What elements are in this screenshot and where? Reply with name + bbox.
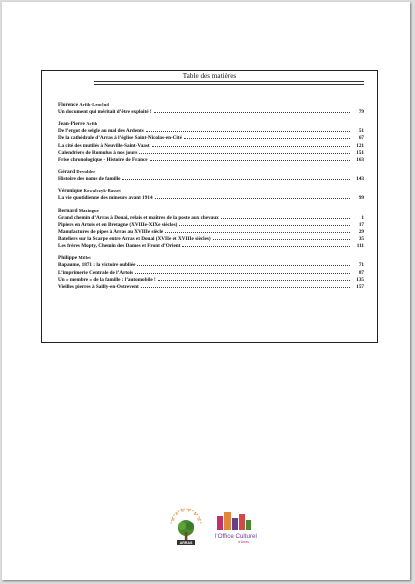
evepas-letter: A bbox=[193, 510, 197, 516]
building-icon-2 bbox=[224, 512, 231, 530]
dot-leader bbox=[141, 283, 350, 288]
toc-entry-title: Les frères Mopty, Chemin des Dames et Front d’Orient bbox=[58, 243, 181, 250]
toc-section bbox=[58, 254, 364, 290]
dot-leader bbox=[184, 134, 350, 139]
toc-entry-title: Pipiers en Artois et en Bretagne (XVIIIe-XIXe siècles) bbox=[58, 221, 178, 228]
author-name bbox=[58, 187, 364, 194]
toc-entry-title: De la cathédrale d’Arras à l’église Saint-Nicolas-en-Cité bbox=[58, 135, 182, 142]
toc-section bbox=[58, 187, 364, 201]
toc-title-rule-bottom bbox=[94, 84, 364, 85]
logos bbox=[167, 502, 267, 554]
author-last-name: Kowalczyk-Basset bbox=[83, 188, 121, 194]
toc-entry-page: 151 bbox=[356, 149, 364, 156]
toc-entry-page: 87 bbox=[358, 269, 364, 276]
toc-entry-page: 157 bbox=[356, 284, 364, 290]
dot-leader bbox=[221, 214, 350, 219]
toc-entry-page: 17 bbox=[358, 221, 364, 228]
author-last-name: Arfib-Lenclud bbox=[79, 102, 109, 107]
toc-entry-title: Vieilles pierres à Sailly-en-Ostrevent bbox=[58, 284, 139, 290]
author-first-name: Jean-Pierre bbox=[58, 121, 87, 128]
evepas-letter: E bbox=[181, 507, 184, 513]
toc-entry-title: Bapaume, 1871 : la victoire oubliée bbox=[58, 262, 136, 269]
toc-entry[interactable] bbox=[58, 221, 364, 228]
building-icon-1 bbox=[217, 516, 223, 530]
dot-leader bbox=[182, 242, 350, 247]
toc-entry-title: Manufactures de pipes à Arras au XVIIIe siècle bbox=[58, 228, 164, 235]
tree-trunk bbox=[185, 532, 188, 540]
toc-entry[interactable] bbox=[58, 242, 364, 249]
toc-entry[interactable] bbox=[58, 194, 364, 201]
toc-entry[interactable] bbox=[58, 276, 364, 283]
toc-entry-page: 163 bbox=[356, 156, 364, 163]
dot-leader bbox=[150, 156, 350, 161]
toc-entry-page: 121 bbox=[356, 142, 364, 149]
toc-entry[interactable] bbox=[58, 149, 364, 156]
evepas-letter: P bbox=[188, 507, 191, 513]
toc-entry[interactable] bbox=[58, 108, 364, 115]
toc-entry[interactable] bbox=[58, 235, 364, 242]
toc-entry-title: La cité des mutilés à Neuville-Saint-Vaast bbox=[58, 142, 150, 149]
toc-section bbox=[58, 120, 364, 163]
toc-entry-title: La vie quotidienne des mineurs avant 1914 bbox=[58, 195, 153, 202]
toc-title-rule-top bbox=[94, 81, 364, 82]
author-name bbox=[58, 120, 364, 127]
toc-entry[interactable] bbox=[58, 283, 364, 290]
table-of-contents bbox=[41, 70, 378, 343]
toc-entry-title: Frise chronologique - Histoire de France bbox=[58, 156, 148, 163]
toc-entry-title: Un « membre » de la famille : l’automobile ! bbox=[58, 276, 156, 283]
toc-entry-title: Grand chemin d’Arras à Douai, relais et maîtres de la poste aux chevaux bbox=[58, 214, 219, 221]
author-last-name: Millet bbox=[78, 255, 91, 261]
dot-leader bbox=[165, 228, 350, 233]
dot-leader bbox=[155, 194, 350, 199]
toc-section bbox=[58, 168, 364, 182]
author-name bbox=[58, 254, 364, 261]
toc-entry-page: 1 bbox=[361, 214, 364, 221]
toc-entry[interactable] bbox=[58, 127, 364, 134]
toc-entry-page: 29 bbox=[358, 228, 364, 235]
office-culturel-logo bbox=[215, 512, 257, 544]
dot-leader bbox=[213, 235, 350, 240]
building-icon-5 bbox=[246, 520, 251, 530]
toc-entry[interactable] bbox=[58, 175, 364, 182]
building-icon-4 bbox=[239, 514, 245, 530]
author-first-name: Véronique bbox=[58, 188, 84, 195]
author-name bbox=[58, 168, 364, 175]
toc-entry-page: 143 bbox=[356, 176, 364, 183]
evepas-bottom-text: ARRAS bbox=[179, 541, 193, 545]
toc-entry-page: 111 bbox=[356, 243, 364, 250]
toc-entry[interactable] bbox=[58, 156, 364, 163]
office-culturel-subtext: d’Arras bbox=[238, 540, 249, 544]
toc-entry-page: 51 bbox=[358, 128, 364, 135]
evepas-logo bbox=[171, 507, 201, 545]
toc-entry-page: 67 bbox=[358, 135, 364, 142]
toc-entry[interactable] bbox=[58, 261, 364, 268]
dot-leader bbox=[122, 175, 350, 180]
author-last-name: Mazingue bbox=[78, 207, 99, 213]
dot-leader bbox=[146, 127, 350, 132]
toc-entry-title: Calendriers de Romulus à nos jours bbox=[58, 149, 138, 156]
author-first-name: Philippe bbox=[58, 255, 79, 262]
author-first-name: Bernard bbox=[58, 207, 79, 214]
document-page bbox=[2, 2, 410, 580]
toc-entry[interactable] bbox=[58, 142, 364, 149]
toc-sections bbox=[58, 101, 364, 295]
toc-section bbox=[58, 207, 364, 250]
toc-entry-page: 99 bbox=[358, 195, 364, 202]
toc-entry-title: De l’ergot de seigle au mal des Ardents bbox=[58, 128, 144, 135]
building-icon-3 bbox=[232, 518, 238, 530]
toc-entry-page: 79 bbox=[358, 109, 364, 115]
toc-entry-page: 71 bbox=[358, 262, 364, 269]
toc-entry-page: 35 bbox=[358, 236, 364, 243]
toc-entry[interactable] bbox=[58, 134, 364, 141]
logos-svg bbox=[167, 502, 267, 554]
toc-entry[interactable] bbox=[58, 214, 364, 221]
toc-title: Table des matières bbox=[182, 72, 237, 80]
evepas-letter: V bbox=[175, 510, 179, 516]
evepas-letter: S bbox=[197, 516, 200, 522]
dot-leader bbox=[154, 108, 350, 113]
toc-entry-title: L’imprimerie Centrale de l’Artois bbox=[58, 269, 134, 276]
office-culturel-text: l’Office Culturel bbox=[215, 533, 257, 540]
dot-leader bbox=[152, 142, 350, 147]
dot-leader bbox=[137, 261, 350, 266]
toc-section bbox=[58, 101, 364, 115]
dot-leader bbox=[135, 269, 350, 274]
toc-entry-title: Histoire des noms de famille bbox=[58, 176, 121, 183]
dot-leader bbox=[179, 221, 350, 226]
author-name bbox=[58, 101, 364, 108]
toc-entry-title: Bateliers sur la Scarpe entre Arras et Douai (XVIIe et XVIIIe siècles) bbox=[58, 236, 211, 243]
author-first-name: Gérard bbox=[58, 169, 77, 176]
dot-leader bbox=[158, 276, 350, 281]
author-last-name: Arfib bbox=[86, 121, 98, 127]
toc-entry-title: Un document qui méritait d’être exploité ! bbox=[58, 109, 152, 115]
author-last-name: Devulder bbox=[76, 169, 96, 175]
toc-entry-page: 135 bbox=[356, 276, 364, 283]
dot-leader bbox=[139, 149, 350, 154]
toc-entry[interactable] bbox=[58, 269, 364, 276]
evepas-letter: E bbox=[172, 516, 175, 522]
toc-entry[interactable] bbox=[58, 228, 364, 235]
author-first-name: Florence bbox=[58, 102, 80, 108]
author-name bbox=[58, 207, 364, 214]
